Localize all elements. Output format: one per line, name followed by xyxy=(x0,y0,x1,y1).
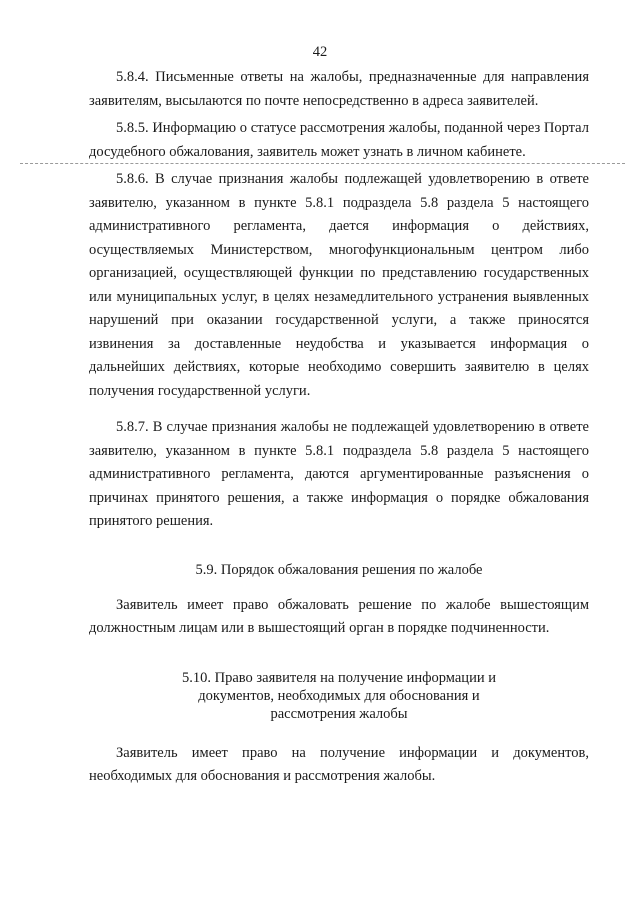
section-5-10-heading xyxy=(89,669,589,723)
paragraph-5-8-5: 5.8.5. Информацию о статусе рассмотрения жалобы, поданной через Портал досудебного обжалования, заявитель может узнать в личном кабинете. xyxy=(89,120,589,160)
document-body xyxy=(89,66,589,789)
section-5-10-heading-line-1: 5.10. Право заявителя на получение информации и xyxy=(182,669,496,686)
page-number: 42 xyxy=(312,44,328,60)
paragraph-5-8-4: 5.8.4. Письменные ответы на жалобы, предназначенные для направления заявителям, высылаются по почте непосредственно в адреса заявителей. xyxy=(89,69,589,109)
paragraph-5-8-7: 5.8.7. В случае признания жалобы не подлежащей удовлетворению в ответе заявителю, указанном в пункте 5.8.1 подраздела 5.8 раздела 5 настоящего административного регламента, даются аргументированные разъяснения о причинах принятого решения, а также информация о порядке обжалования принятого решения. xyxy=(89,419,589,529)
section-5-10-text: Заявитель имеет право на получение информации и документов, необходимых для обоснования и рассмотрения жалобы. xyxy=(89,744,589,784)
section-5-9-heading: 5.9. Порядок обжалования решения по жалобе xyxy=(195,561,483,578)
section-5-9-text: Заявитель имеет право обжаловать решение по жалобе вышестоящим должностным лицам или в вышестоящий орган в порядке подчиненности. xyxy=(89,596,589,636)
section-5-10-heading-line-3: рассмотрения жалобы xyxy=(270,705,408,722)
paragraph-5-8-6: 5.8.6. В случае признания жалобы подлежащей удовлетворению в ответе заявителю, указанном в пункте 5.8.1 подраздела 5.8 раздела 5 настоящего административного регламента, дается информация о действиях, осуществляемых Министерством, многофункциональным центром либо организацией, осуществляющей функции по представлению государственных или муниципальных услуг, в целях незамедлительного устранения выявленных нарушений при оказании государственной услуги, а также приносятся извинения за доставленные неудобства и указывается информация о дальнейших действиях, которые необходимо совершить заявителю в целях получения государственной услуги. xyxy=(89,171,589,399)
section-5-10-heading-line-2: документов, необходимых для обоснования и xyxy=(198,687,480,704)
